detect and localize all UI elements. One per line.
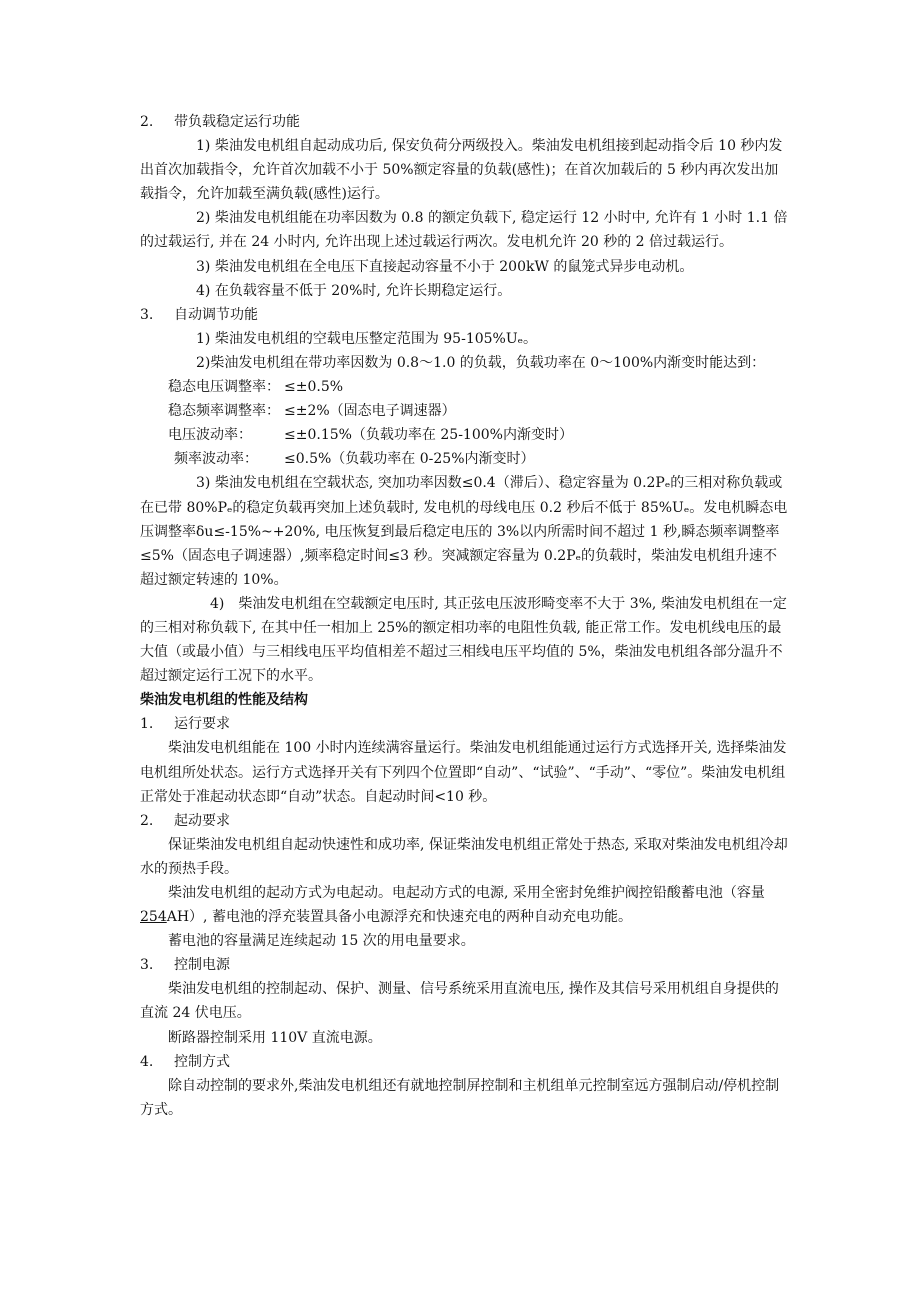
paragraph: 柴油发电机组的起动方式为电起动。电起动方式的电源, 采用全密封免维护阀控铅酸蓄电池（容量 254AH）, 蓄电池的浮充装置具备小电源浮充和快速充电的两种自动充电功能。 [140, 885, 765, 926]
spec-row: 稳态电压调整率： ≤±0.5% [168, 379, 344, 396]
paragraph: 柴油发电机组能在 100 小时内连续满容量运行。柴油发电机组能通过运行方式选择开关, 选择柴油发电机组所处状态。运行方式选择开关有下列四个位置即“自动”、“试验”、“手动”、“零位”。柴油发电机组正常处于准起动状态即“自动”状态。自起动时间<10 秒。 [140, 740, 787, 805]
paragraph: 1) 柴油发电机组自起动成功后, 保安负荷分两级投入。柴油发电机组接到起动指令后 10 秒内发出首次加载指令，允许首次加载不小于 50%额定容量的负载(感性)；在首次加载后的 5 秒内再次发出加载指令，允许加载至满负载(感性)运行。 [140, 138, 783, 203]
paragraph: 1) 柴油发电机组的空载电压整定范围为 95-105%Uₑ。 [196, 330, 538, 347]
paragraph: 3) 柴油发电机组在全电压下直接起动容量不小于 200kW 的鼠笼式异步电动机。 [196, 258, 694, 275]
paragraph: 4) 柴油发电机组在空载额定电压时, 其正弦电压波形畸变率不大于 3%, 柴油发电机组在一定的三相对称负载下, 在其中任一相加上 25%的额定相功率的电阻性负载, 能正常工作。发电机线电压的最大值（或最小值）与三相线电压平均值相差不超过三相线电压平均值的 5%，柴油发电机组各部分温升不超过额定运行工况下的水平。 [140, 595, 787, 685]
document-page [140, 110, 790, 1122]
spec-row: 电压波动率： ≤±0.15%（负载功率在 25-100%内渐变时） [168, 427, 573, 444]
paragraph: 2) 柴油发电机组能在功率因数为 0.8 的额定负载下, 稳定运行 12 小时中, 允许有 1 小时 1.1 倍的过载运行, 并在 24 小时内, 允许出现上述过载运行两次。发电机允许 20 秒的 2 倍过载运行。 [140, 210, 788, 251]
paragraph: 除自动控制的要求外,柴油发电机组还有就地控制屏控制和主机组单元控制室远方强制启动/停机控制方式。 [140, 1077, 780, 1118]
paragraph: 蓄电池的容量满足连续起动 15 次的用电量要求。 [168, 933, 475, 950]
section-heading-load-operation: 2. 带负载稳定运行功能 [140, 114, 300, 130]
section-heading-startup: 2. 起动要求 [140, 812, 230, 829]
paragraph: 断路器控制采用 110V 直流电源。 [168, 1029, 382, 1046]
section-heading-operation: 1. 运行要求 [140, 716, 230, 733]
paragraph: 柴油发电机组的控制起动、保护、测量、信号系统采用直流电压, 操作及其信号采用机组自身提供的直流 24 伏电压。 [140, 981, 779, 1022]
section-heading-auto-regulation: 3. 自动调节功能 [140, 306, 258, 323]
paragraph: 3) 柴油发电机组在空载状态, 突加功率因数≤0.4（滞后）、稳定容量为 0.2Pₑ的三相对称负载或在已带 80%Pₑ的稳定负载再突加上述负载时, 发电机的母线电压 0.2 秒后不低于 85%Uₑ。发电机瞬态电压调整率δu≤-15%~+20%, 电压恢复到最后稳定电压的 3%以内所需时间不超过 1 秒,瞬态频率调整率≤5%（固态电子调速器）,频率稳定时间≤3 秒。突减额定容量为 0.2Pₑ的负载时，柴油发电机组升速不超过额定转速的 10%。 [140, 475, 788, 588]
paragraph: 保证柴油发电机组自起动快速性和成功率, 保证柴油发电机组正常处于热态, 采取对柴油发电机组冷却水的预热手段。 [140, 836, 788, 877]
section-heading-control-power: 3. 控制电源 [140, 957, 230, 974]
paragraph: 4) 在负载容量不低于 20%时, 允许长期稳定运行。 [196, 282, 512, 299]
spec-row: 稳态频率调整率： ≤±2%（固态电子调速器） [168, 403, 456, 420]
spec-row: 频率波动率： ≤0.5%（负载功率在 0-25%内渐变时） [174, 451, 535, 468]
section-title: 柴油发电机组的性能及结构 [140, 692, 308, 709]
paragraph: 2)柴油发电机组在带功率因数为 0.8～1.0 的负载，负载功率在 0～100%内渐变时能达到： [196, 354, 766, 371]
section-heading-control-mode: 4. 控制方式 [140, 1053, 230, 1070]
